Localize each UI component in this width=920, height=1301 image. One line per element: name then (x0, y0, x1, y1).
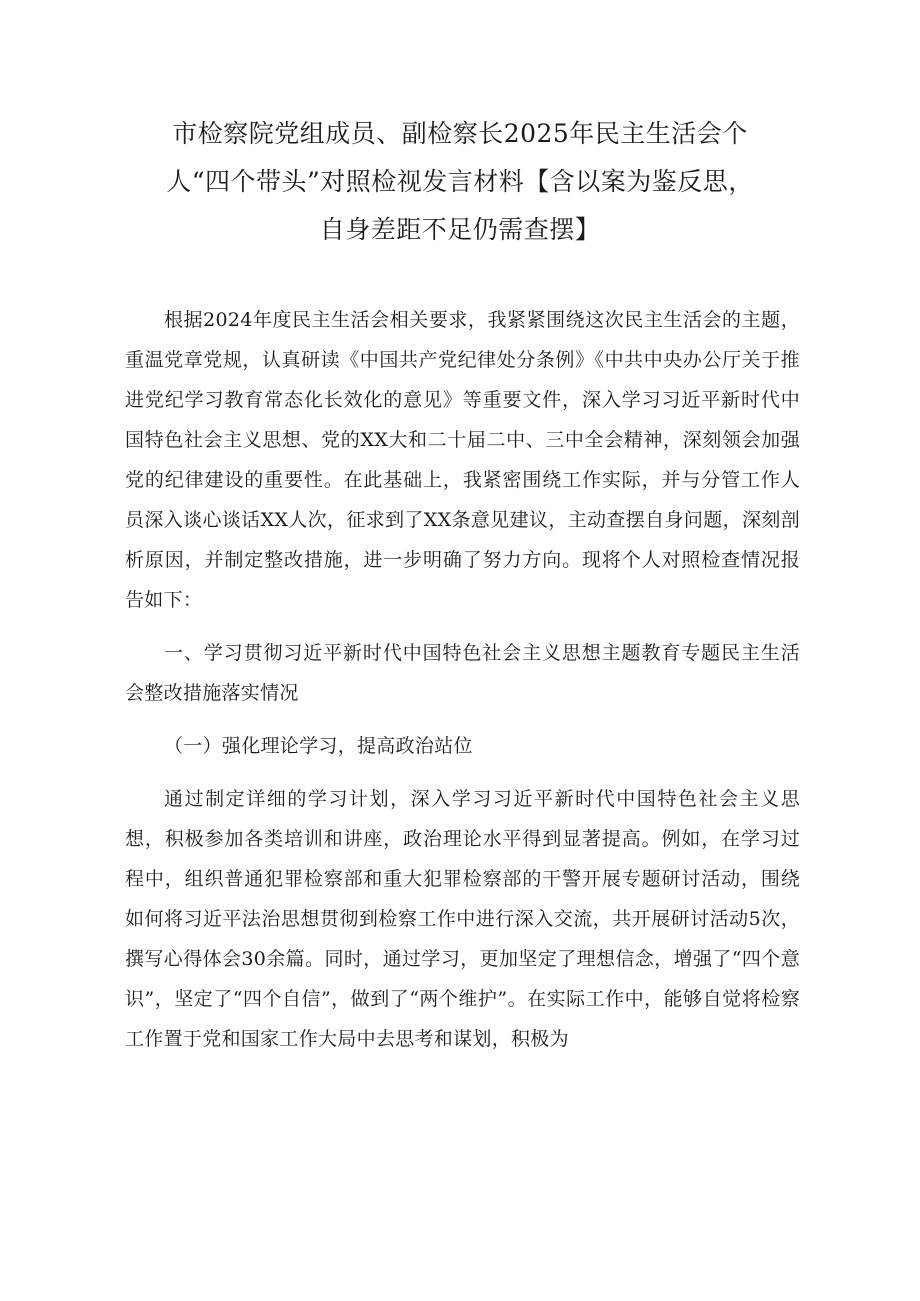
document-body (125, 300, 800, 1059)
intro-paragraph: 根据2024年度民主生活会相关要求，我紧紧围绕这次民主生活会的主题，重温党章党规，认真研读《中国共产党纪律处分条例》《中共中央办公厅关于推进党纪学习教育常态化长效化的意见》等重要文件，深入学习习近平新时代中国特色社会主义思想、党的XX大和二十届二中、三中全会精神，深刻领会加强党的纪律建设的重要性。在此基础上，我紧密围绕工作实际，并与分管工作人员深入谈心谈话XX人次，征求到了XX条意见建议，主动查摆自身问题，深刻剖析原因，并制定整改措施，进一步明确了努力方向。现将个人对照检查情况报告如下： (125, 309, 800, 611)
title-line: 人“四个带头”对照检视发言材料【含以案为鉴反思， (166, 167, 754, 196)
section-heading: 一、学习贯彻习近平新时代中国特色社会主义思想主题教育专题民主生活会整改措施落实情况 (125, 642, 800, 704)
body-paragraph: 通过制定详细的学习计划，深入学习习近平新时代中国特色社会主义思想，积极参加各类培训和讲座，政治理论水平得到显著提高。例如，在学习过程中，组织普通犯罪检察部和重大犯罪检察部的干警开展专题研讨活动，围绕如何将习近平法治思想贯彻到检察工作中进行深入交流，共开展研讨活动5次，撰写心得体会30余篇。同时，通过学习，更加坚定了理想信念，增强了“四个意识”，坚定了“四个自信”，做到了“两个维护”。在实际工作中，能够自觉将检察工作置于党和国家工作大局中去思考和谋划，积极为 (125, 788, 800, 1050)
title-line: 自身差距不足仍需查摆】 (319, 215, 601, 244)
document-title (140, 110, 780, 254)
title-line: 市检察院党组成员、副检察长2025年民主生活会个 (172, 119, 748, 148)
subsection-heading: （一）强化理论学习，提高政治站位 (164, 735, 473, 757)
